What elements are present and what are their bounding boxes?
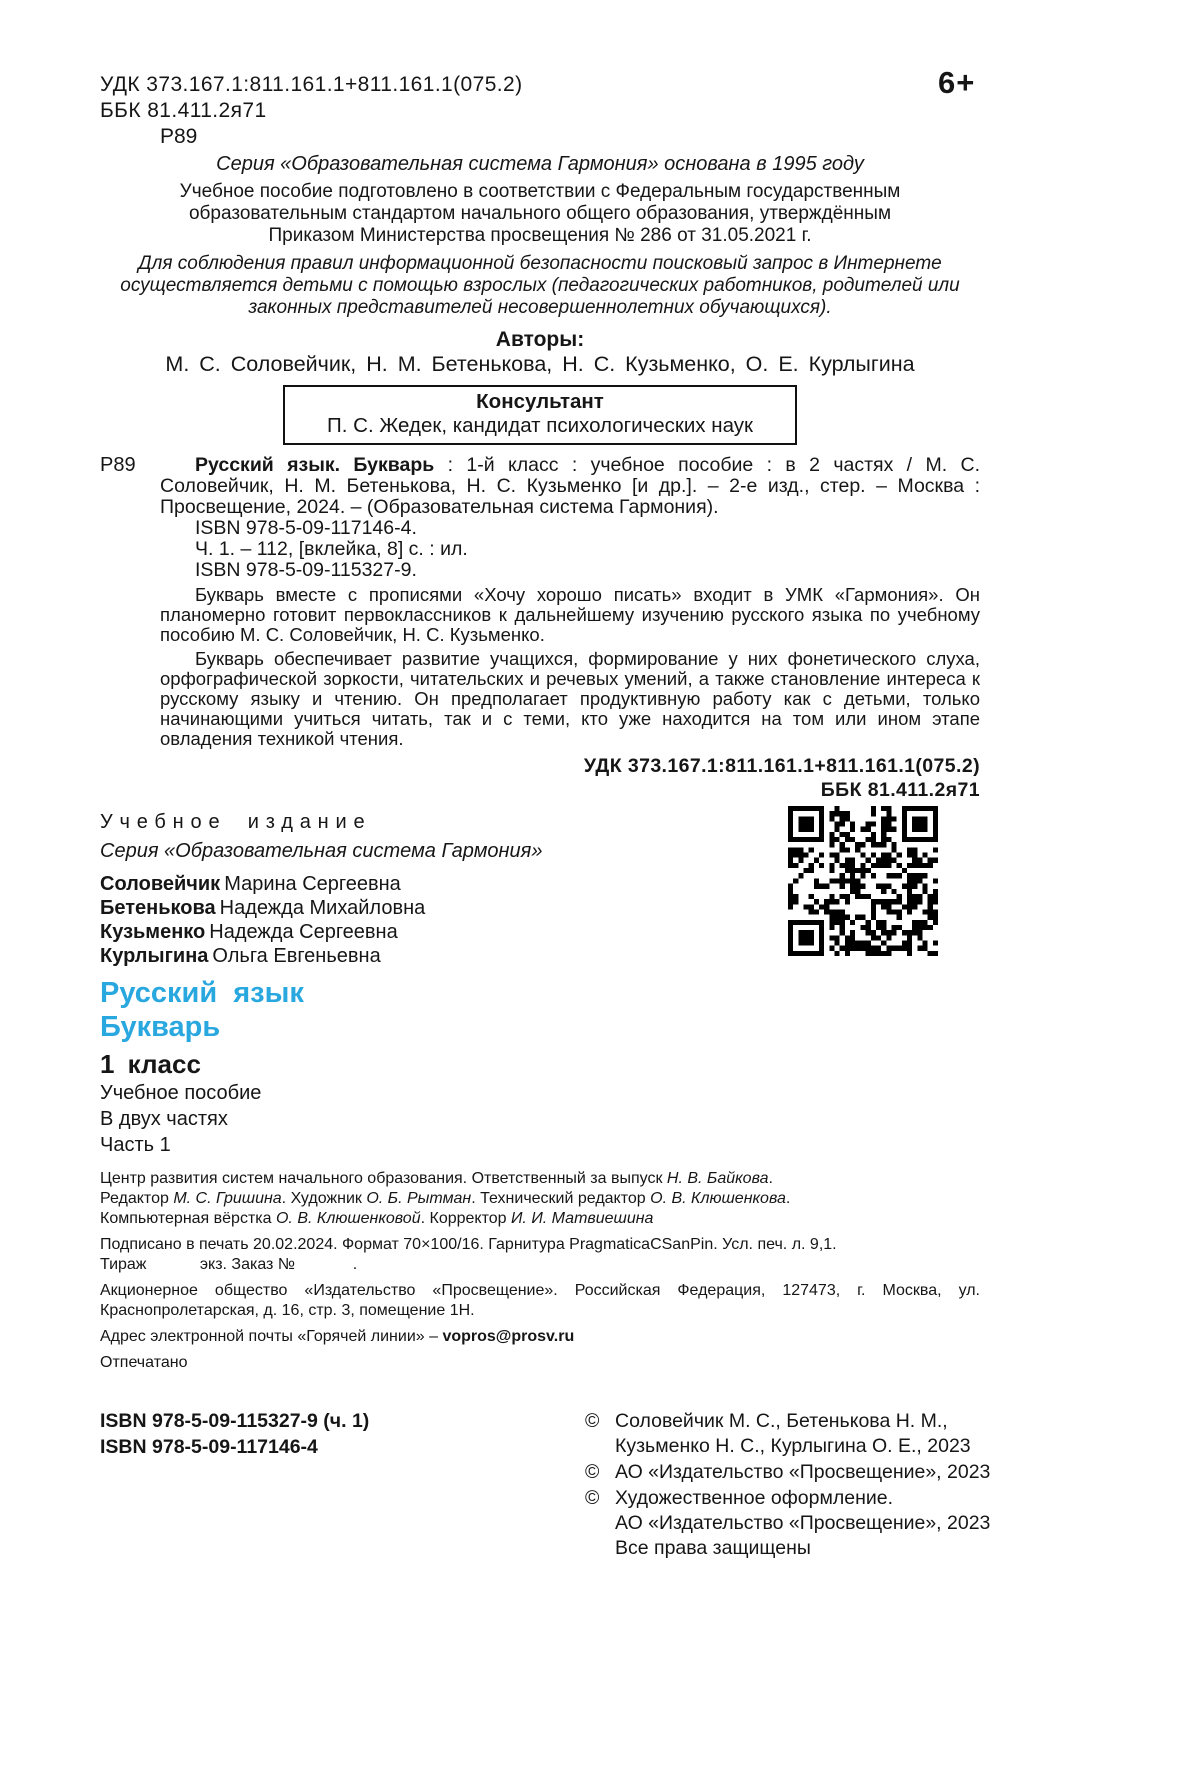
bib-part-line: Ч. 1. – 112, [вклейка, 8] с. : ил. bbox=[195, 538, 468, 560]
classification-bottom bbox=[100, 754, 980, 802]
bibliographic-entry bbox=[100, 455, 980, 581]
page-content bbox=[100, 72, 980, 1373]
copyright-line: Соловейчик М. С., Бетенькова Н. М., bbox=[615, 1410, 948, 1432]
copyright-block bbox=[585, 1408, 1080, 1561]
copyright-entry-publisher bbox=[585, 1460, 1080, 1485]
udk-top-line: УДК 373.167.1:811.161.1+811.161.1(075.2) bbox=[100, 73, 523, 96]
author-surname: Бетенькова bbox=[100, 897, 216, 919]
copyright-symbol: © bbox=[585, 1410, 600, 1432]
staff-role-text: Компьютерная вёрстка bbox=[100, 1210, 276, 1227]
isbn-block bbox=[100, 1408, 585, 1561]
consultant-heading: Консультант bbox=[476, 390, 604, 413]
staff-person-name: И. И. Матвиешина bbox=[510, 1210, 654, 1227]
annotation-paragraph-2: Букварь обеспечивает развитие учащихся, формирование у них фонетического слуха, орфографической зоркости, читательских и речевых умений, а также становление интереса к русскому языку и чтению. Он предполагает продуктивную работу как с детьми, только начинающими учиться читать, так и с теми, кто уже находится на том или ином этапе овладения техникой чтения. bbox=[160, 648, 980, 749]
staff-person-name: Н. В. Байкова bbox=[666, 1170, 769, 1187]
footer-isbn-set: ISBN 978-5-09-117146-4 bbox=[100, 1436, 318, 1458]
copyright-entry-artwork bbox=[585, 1486, 1080, 1561]
copyright-entry-authors bbox=[585, 1409, 1080, 1459]
staff-role-text: . Художник bbox=[281, 1190, 367, 1207]
staff-line-2 bbox=[100, 1189, 980, 1209]
staff-role-text: . Корректор bbox=[420, 1210, 511, 1227]
author-surname: Соловейчик bbox=[100, 873, 221, 895]
author-sign-top: Р89 bbox=[160, 125, 198, 148]
printed-at-line: Отпечатано bbox=[100, 1354, 188, 1371]
print-date-line: Подписано в печать 20.02.2024. Формат 70×100/16. Гарнитура PragmaticaCSanPin. Усл. печ. л. 9,1. bbox=[100, 1236, 837, 1253]
staff-line-end: . bbox=[785, 1190, 791, 1207]
print-info-block bbox=[100, 1235, 980, 1275]
copyright-line: Все права защищены bbox=[615, 1537, 811, 1559]
bib-description: : 1-й класс : учебное пособие : в 2 частях / М. С. Соловейчик, Н. М. Бетенькова, Н. С. Кузьменко [и др.]. – 2-е изд., стер. – Москва : Просвещение, 2024. – (Образовательная система Гармония). bbox=[160, 454, 980, 518]
book-grade: 1 класс bbox=[100, 1049, 201, 1079]
book-title-subject: Русский язык bbox=[100, 977, 304, 1009]
book-subtitle-part-number: Часть 1 bbox=[100, 1134, 171, 1156]
authors-heading: Авторы: bbox=[495, 328, 585, 351]
staff-line-1 bbox=[100, 1169, 980, 1189]
edition-kind-label: Учебное издание bbox=[100, 811, 372, 833]
author-given-name: Марина Сергеевна bbox=[224, 873, 401, 895]
annotation-paragraph-1: Букварь вместе с прописями «Хочу хорошо писать» входит в УМК «Гармония». Он планомерно готовит первоклассников к дальнейшему изучению русского языка по учебному пособию М. С. Соловейчик, Н. С. Кузьменко. bbox=[160, 584, 980, 645]
book-subtitle-type: Учебное пособие bbox=[100, 1082, 262, 1104]
copyright-symbol: © bbox=[585, 1461, 600, 1483]
hotline-line bbox=[100, 1327, 980, 1347]
copyright-text bbox=[615, 1486, 1080, 1561]
bib-description-paragraph bbox=[160, 455, 980, 518]
page-footer bbox=[100, 1408, 1080, 1561]
author-given-name: Надежда Михайловна bbox=[219, 897, 426, 919]
standard-compliance-note: Учебное пособие подготовлено в соответствии с Федеральным государственным образовательным стандартом начального общего образования, утверждённым Приказом Министерства просвещения № 286 от 31.05.2021 г. bbox=[179, 181, 901, 246]
hotline-label: Адрес электронной почты «Горячей линии» – bbox=[100, 1328, 443, 1345]
udk-bottom-line: УДК 373.167.1:811.161.1+811.161.1(075.2) bbox=[583, 755, 980, 777]
copyright-symbol: © bbox=[585, 1487, 600, 1509]
print-run-line: Тираж экз. Заказ № . bbox=[100, 1256, 358, 1273]
staff-role-text: . Технический редактор bbox=[471, 1190, 651, 1207]
classification-top bbox=[100, 72, 980, 150]
consultant-box bbox=[283, 385, 797, 445]
consultant-name: П. С. Жедек, кандидат психологических наук bbox=[327, 414, 753, 437]
staff-role-text: Редактор bbox=[100, 1190, 174, 1207]
copyright-line: АО «Издательство «Просвещение», 2023 bbox=[615, 1512, 991, 1534]
copyright-text bbox=[615, 1460, 1080, 1485]
staff-person-name: О. Б. Рытман bbox=[366, 1190, 472, 1207]
staff-credits bbox=[100, 1169, 980, 1229]
copyright-line: Кузьменко Н. С., Курлыгина О. Е., 2023 bbox=[615, 1435, 971, 1457]
series-foundation-note: Серия «Образовательная система Гармония» основана в 1995 году bbox=[216, 153, 864, 175]
author-given-name: Ольга Евгеньевна bbox=[212, 945, 381, 967]
staff-person-name: О. В. Клюшенковой bbox=[275, 1210, 421, 1227]
publisher-address: Акционерное общество «Издательство «Просвещение». Российская Федерация, 127473, г. Москва, ул. Краснопролетарская, д. 16, стр. 3, помещение 1Н. bbox=[100, 1282, 980, 1319]
qr-code bbox=[788, 806, 938, 956]
author-surname: Кузьменко bbox=[100, 921, 206, 943]
bib-author-sign: Р89 bbox=[100, 454, 136, 476]
author-given-name: Надежда Сергеевна bbox=[209, 921, 398, 943]
staff-person-name: М. С. Гришина bbox=[173, 1190, 282, 1207]
author-surname: Курлыгина bbox=[100, 945, 209, 967]
edition-series-line: Серия «Образовательная система Гармония» bbox=[100, 840, 543, 862]
copyright-text bbox=[615, 1409, 1080, 1459]
staff-role-text: Центр развития систем начального образования. Ответственный за выпуск bbox=[100, 1170, 667, 1187]
staff-line-end: . bbox=[768, 1170, 773, 1187]
authors-names-line: М. С. Соловейчик, Н. М. Бетенькова, Н. С. Кузьменко, О. Е. Курлыгина bbox=[165, 352, 915, 376]
staff-person-name: О. В. Клюшенкова bbox=[650, 1190, 786, 1207]
qr-code-svg bbox=[788, 806, 938, 956]
information-safety-note: Для соблюдения правил информационной безопасности поисковый запрос в Интернете осуществляется детьми с помощью взрослых (педагогических работников, родителей или законных представителей несовершеннолетних обучающихся). bbox=[120, 253, 960, 318]
bib-isbn-part: ISBN 978-5-09-115327-9. bbox=[195, 559, 417, 581]
bib-title: Русский язык. Букварь bbox=[195, 454, 435, 476]
bbk-bottom-line: ББК 81.411.2я71 bbox=[820, 779, 980, 801]
copyright-line: АО «Издательство «Просвещение», 2023 bbox=[615, 1461, 991, 1483]
age-rating-badge: 6+ bbox=[938, 65, 976, 100]
book-subtitle-parts: В двух частях bbox=[100, 1108, 228, 1130]
hotline-email: vopros@prosv.ru bbox=[442, 1328, 575, 1345]
bbk-top-line: ББК 81.411.2я71 bbox=[100, 99, 267, 122]
copyright-line: Художественное оформление. bbox=[615, 1487, 894, 1509]
staff-line-3 bbox=[100, 1209, 980, 1229]
bib-isbn-set: ISBN 978-5-09-117146-4. bbox=[195, 517, 417, 539]
footer-isbn-part: ISBN 978-5-09-115327-9 (ч. 1) bbox=[100, 1410, 370, 1432]
book-title-primer: Букварь bbox=[100, 1011, 221, 1043]
